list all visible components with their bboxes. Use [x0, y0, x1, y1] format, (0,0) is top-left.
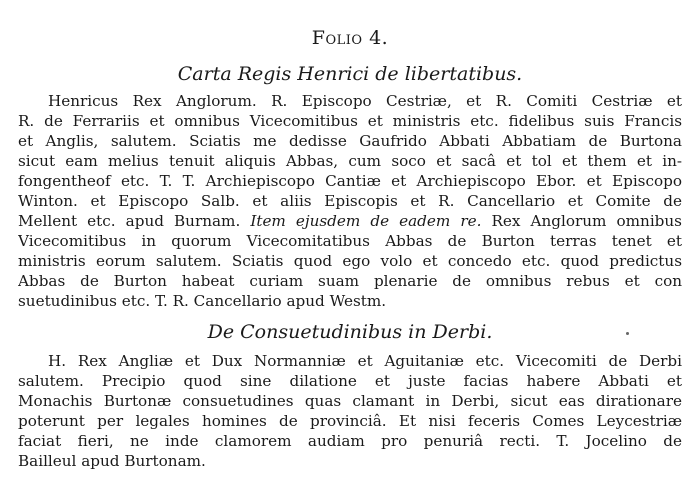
- text-line: sicut eam melius tenuit aliquis Abbas, cum soco et sacâ et tol et them et in-: [18, 152, 682, 170]
- text-line: ministris eorum salutem. Sciatis quod ego volo et concedo etc. quod predictus: [18, 252, 682, 270]
- text-line: poterunt per legales homines de provinciâ. Et nisi feceris Comes Leycestriæ: [18, 412, 682, 430]
- text-line: [18, 211, 682, 231]
- text-line: Vicecomitibus in quorum Vicecomitatibus Abbas de Burton terras tenet et: [18, 232, 682, 250]
- text-line: Henricus Rex Anglorum. R. Episcopo Cestriæ, et R. Comiti Cestriæ et: [48, 92, 682, 110]
- italic-text-run: Item ejusdem de eadem re.: [250, 212, 482, 230]
- document-page: [18, 0, 682, 479]
- text-line: fongentheof etc. T. T. Archiepiscopo Cantiæ et Archiepiscopo Ebor. et Episcopo: [18, 172, 682, 190]
- section-paragraph: [18, 91, 682, 311]
- text-line: R. de Ferrariis et omnibus Vicecomitibus et ministris etc. fidelibus suis Francis: [18, 112, 682, 130]
- text-line: salutem. Precipio quod sine dilatione et juste facias habere Abbati et: [18, 372, 682, 390]
- section-heading: Carta Regis Henrici de libertatibus.: [177, 63, 523, 85]
- section-heading: De Consuetudinibus in Derbi.: [207, 321, 493, 343]
- text-line: Winton. et Episcopo Salb. et aliis Episcopis et R. Cancellario et Comite de: [18, 192, 682, 210]
- text-line: Abbas de Burton habeat curiam suam plenarie de omnibus rebus et con: [18, 272, 682, 290]
- text-run: Rex Anglorum omnibus: [481, 212, 682, 230]
- text-run: Mellent etc. apud Burnam.: [18, 212, 251, 230]
- text-line: Bailleul apud Burtonam.: [18, 452, 206, 470]
- section-paragraph: [18, 351, 682, 471]
- ink-speck: [626, 332, 629, 335]
- text-line: faciat fieri, ne inde clamorem audiam pro penuriâ recti. T. Jocelino de: [18, 432, 682, 450]
- folio-heading: Folio 4.: [311, 27, 389, 49]
- text-line: H. Rex Angliæ et Dux Normanniæ et Aguitaniæ etc. Vicecomiti de Derbi: [48, 352, 682, 370]
- text-line: Monachis Burtonæ consuetudines quas clamant in Derbi, sicut eas dirationare: [18, 392, 682, 410]
- text-line: et Anglis, salutem. Sciatis me dedisse Gaufrido Abbati Abbatiam de Burtona: [18, 132, 682, 150]
- text-line: suetudinibus etc. T. R. Cancellario apud Westm.: [18, 292, 387, 310]
